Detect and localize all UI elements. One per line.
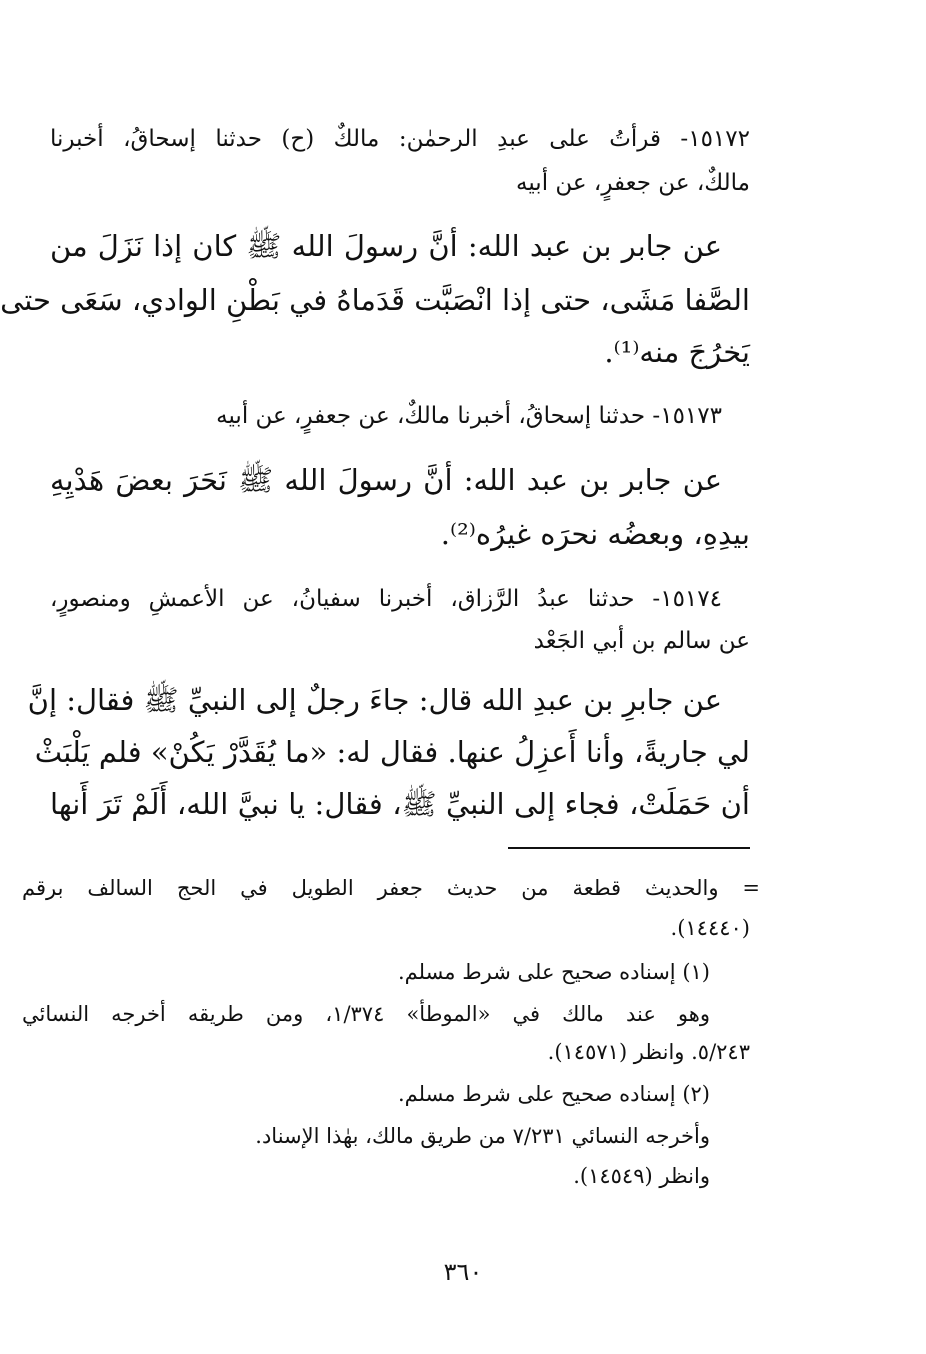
hadith-15173-matn-line-1: عن جابر بن عبد الله: أنَّ رسولَ الله ﷺ نَحَرَ بعضَ هَدْيِهِ (50, 463, 722, 497)
footnote-2-line-1: (٢) إسناده صحيح على شرط مسلم. (397, 1082, 710, 1106)
hadith-15172-isnad-line-2: مالكٌ، عن جعفرٍ، عن أبيه (516, 170, 750, 196)
hadith-15174-matn-line-3: أن حَمَلَتْ، فجاء إلى النبيِّ ﷺ، فقال: يا نبيَّ الله، أَلَمْ تَرَ أَنها (50, 787, 750, 821)
footnote-1-line-1: (١) إسناده صحيح على شرط مسلم. (397, 960, 710, 984)
hadith-15172-matn-line-1: عن جابر بن عبد الله: أنَّ رسولَ الله ﷺ كان إذا نَزَلَ من (50, 229, 722, 263)
hadith-15174-matn-line-1: عن جابرِ بن عبدِ الله قال: جاءَ رجلٌ إلى النبيِّ ﷺ فقال: إنَّ (27, 683, 722, 717)
footnote-2-line-2: وأخرجه النسائي ٧/٢٣١ من طريق مالك، بهٰذا الإسناد. (255, 1124, 710, 1148)
page-number: ٣٦٠ (443, 1258, 483, 1286)
footnote-continuation-line-1: = والحديث قطعة من حديث جعفر الطويل في الحج السالف برقم (22, 876, 760, 900)
hadith-15172-isnad-line-1: ١٥١٧٢- قرأتُ على عبدِ الرحمٰن: مالكٌ (ح) حدثنا إسحاقُ، أخبرنا (50, 126, 750, 152)
hadith-15174-matn-line-2: لي جاريةً، وأنا أَعزِلُ عنها. فقال له: «ما يُقَدَّرْ يَكُنْ» فلم يَلْبَثْ (34, 735, 750, 769)
hadith-15174-isnad-line-2: عن سالم بن أبي الجَعْد (533, 628, 750, 654)
footnote-1-line-2: وهو عند مالك في «الموطأ» ١/٣٧٤، ومن طريقه أخرجه النسائي (22, 1002, 711, 1026)
footnote-1-line-3: ٥/٢٤٣. وانظر (١٤٥٧١). (547, 1040, 750, 1064)
hadith-15174-isnad-line-1: ١٥١٧٤- حدثنا عبدُ الرَّزاق، أخبرنا سفيانُ، عن الأعمشِ ومنصورٍ، (50, 586, 722, 612)
hadith-15173-matn-line-2: بيدِهِ، وبعضُه نحرَه غيرُه⁽²⁾. (440, 517, 750, 551)
hadith-15173-isnad-line-1: ١٥١٧٣- حدثنا إسحاقُ، أخبرنا مالكٌ، عن جعفرٍ، عن أبيه (216, 403, 722, 429)
hadith-15172-matn-line-2: الصَّفا مَشَى، حتى إذا انْصَبَّت قَدَماهُ في بَطْنِ الوادي، سَعَى حتى (0, 283, 750, 317)
hadith-15172-matn-line-3: يَخرُجَ منه⁽¹⁾. (604, 335, 750, 369)
footnote-2-line-3: وانظر (١٤٥٤٩). (573, 1164, 710, 1188)
footnote-separator (508, 847, 750, 849)
footnote-continuation-line-2: (١٤٤٤٠). (670, 916, 750, 940)
